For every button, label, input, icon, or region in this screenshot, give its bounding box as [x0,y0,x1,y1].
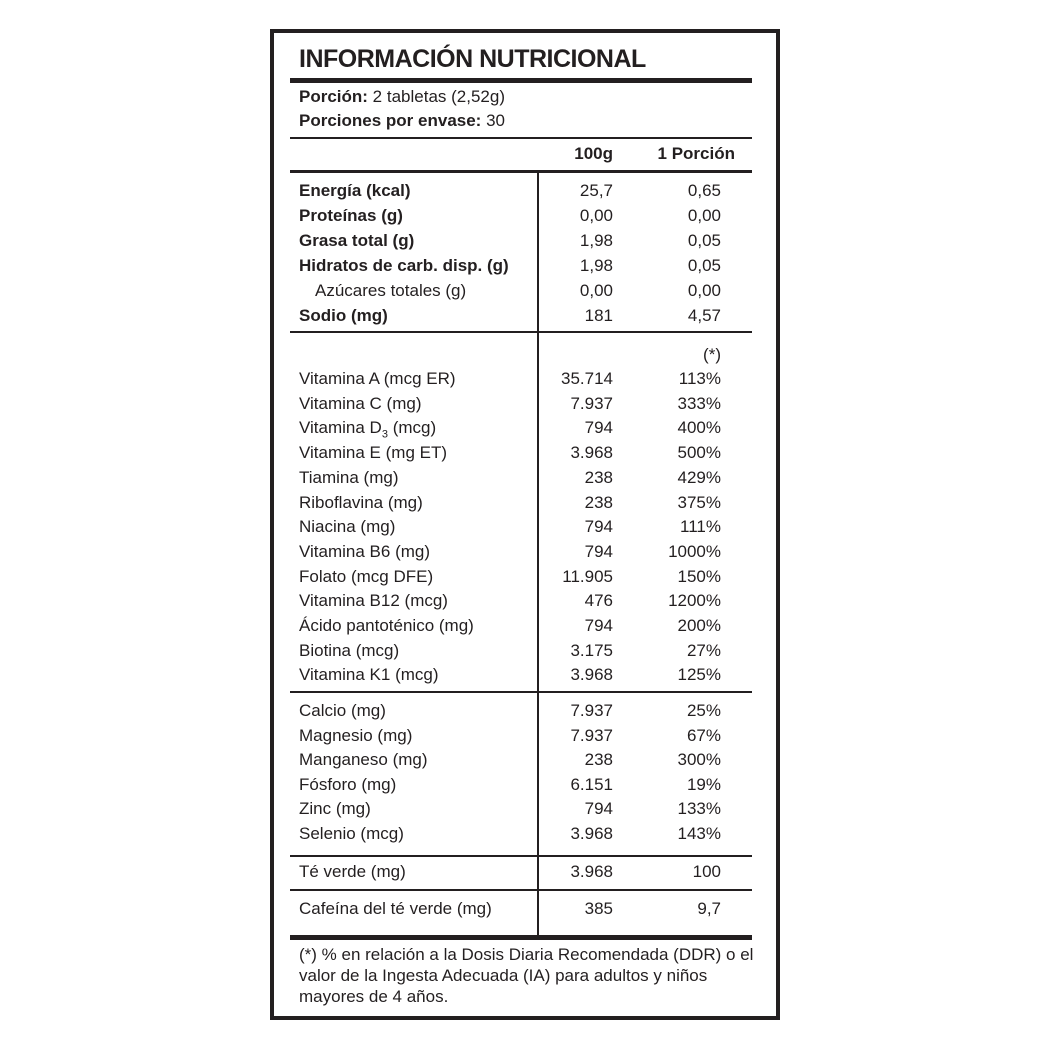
nutrient-per100: 0,00 [579,281,613,300]
caffeine-row [274,897,776,921]
minerals-rule [290,855,752,857]
nutrient-per100: 238 [584,467,613,487]
nutrient-row [274,797,776,821]
nutrient-row [274,466,776,490]
nutrient-label: Manganeso (mg) [299,750,428,769]
nutrient-label: Vitamina E (mg ET) [299,443,448,463]
nutrient-per-portion: 0,00 [687,281,721,300]
nutrient-per100: 181 [584,306,613,325]
nutrient-per-portion: 133% [677,799,721,818]
green-tea-rule [290,889,752,891]
serving-info [299,85,505,133]
green-tea-per-portion: 100 [692,862,721,881]
nutrient-row [274,367,776,391]
nutrient-per100: 6.151 [570,774,613,794]
nutrient-row [274,416,776,440]
nutrient-row [274,663,776,687]
nutrient-row [274,540,776,564]
bottom-rule [290,935,752,940]
nutrient-per100: 794 [584,541,613,561]
nutrient-per-portion: 429% [677,467,721,487]
nutrient-label: Vitamina C (mg) [299,393,422,413]
nutrient-label: Vitamina B12 (mcg) [299,591,448,611]
nutrient-per-portion: 300% [677,750,721,769]
nutrient-per100: 794 [584,418,613,438]
nutrient-label: Calcio (mg) [299,701,386,720]
nutrient-label: Biotina (mcg) [299,640,400,660]
nutrient-label: Selenio (mcg) [299,823,404,843]
nutrient-label: Grasa total (g) [299,231,415,250]
nutrient-row [274,565,776,589]
nutrient-per100: 7.937 [570,725,613,745]
caffeine-per100: 385 [584,899,613,918]
nutrient-row [274,748,776,772]
col-header-100g: 100g [574,144,613,163]
nutrient-label: Azúcares totales (g) [315,281,467,300]
caffeine-label: Cafeína del té verde (mg) [299,899,492,918]
nutrient-per-portion: 25% [686,701,721,720]
nutrient-per-portion: 333% [677,393,721,413]
servings-per-pack: Porciones por envase: 30 [299,111,505,130]
ddr-marker: (*) [703,345,721,364]
nutrient-label: Ácido pantoténico (mg) [299,616,474,635]
nutrient-row [274,515,776,539]
panel-title: INFORMACIÓN NUTRICIONAL [299,45,646,73]
nutrient-per100: 3.175 [570,640,613,660]
nutrition-facts-panel [270,29,780,1020]
nutrient-row [274,491,776,515]
nutrient-per100: 7.937 [570,393,613,413]
nutrient-per100: 7.937 [570,701,613,720]
nutrient-row [274,229,776,253]
nutrient-row [274,822,776,846]
nutrient-label: Sodio (mg) [299,306,388,325]
nutrient-row [274,254,776,278]
nutrient-per-portion: 375% [677,492,721,512]
nutrient-per-portion: 143% [677,823,721,843]
green-tea-per100: 3.968 [570,862,613,881]
nutrient-per100: 3.968 [570,665,613,685]
nutrient-label: Vitamina K1 (mcg) [299,665,439,685]
serving-size: Porción: 2 tabletas (2,52g) [299,87,505,106]
nutrient-per-portion: 200% [677,616,721,635]
nutrient-label: Energía (kcal) [299,181,411,200]
nutrient-row [274,204,776,228]
nutrient-label: Hidratos de carb. disp. (g) [299,256,509,275]
nutrient-label: Zinc (mg) [299,799,371,818]
col-header-portion: 1 Porción [657,144,735,163]
nutrient-label: Riboflavina (mg) [299,492,423,512]
nutrient-per100: 25,7 [579,181,613,200]
nutrient-per-portion: 150% [677,566,721,586]
nutrient-label: Proteínas (g) [299,206,403,225]
nutrient-per-portion: 0,05 [687,256,721,275]
nutrient-per-portion: 400% [677,418,721,438]
nutrient-per100: 794 [584,799,613,818]
nutrient-per-portion: 19% [686,774,721,794]
nutrient-per100: 1,98 [579,231,613,250]
nutrient-per-portion: 4,57 [687,306,721,325]
nutrient-row [274,304,776,328]
footnote: (*) % en relación a la Dosis Diaria Recomendada (DDR) o el valor de la Ingesta Adecuada (IA) para adultos y niños mayores de 4 años. [299,945,754,1006]
nutrient-row [274,614,776,638]
nutrient-per-portion: 1200% [668,591,721,611]
vitamins-rule [290,691,752,693]
nutrient-per100: 476 [584,591,613,611]
green-tea-label: Té verde (mg) [299,862,406,881]
nutrient-row [274,589,776,613]
nutrient-label: Magnesio (mg) [299,725,413,745]
nutrient-per100: 35.714 [561,369,613,388]
nutrient-per100: 11.905 [562,566,613,586]
nutrient-label: Niacina (mg) [299,517,396,537]
nutrient-row [274,773,776,797]
nutrient-label: Vitamina A (mcg ER) [299,369,456,388]
nutrient-per100: 3.968 [570,443,613,463]
nutrient-per100: 3.968 [570,823,613,843]
nutrient-per-portion: 0,65 [687,181,721,200]
nutrient-per-portion: 113% [678,369,721,388]
caffeine-per-portion: 9,7 [697,899,721,918]
nutrient-label: Vitamina B6 (mg) [299,541,431,561]
macros-rule [290,331,752,333]
nutrient-per100: 1,98 [579,256,613,275]
nutrient-per100: 794 [584,517,613,537]
nutrient-label: Vitamina $D_3$ (mcg) [299,418,437,441]
nutrient-row [274,279,776,303]
nutrient-row [274,699,776,723]
nutrient-per-portion: 0,05 [687,231,721,250]
serving-rule [290,137,752,139]
nutrient-row [274,179,776,203]
header-rule [290,170,752,173]
nutrient-row [274,639,776,663]
title-rule [290,78,752,83]
nutrient-per100: 238 [584,492,613,512]
nutrient-per100: 238 [584,750,613,769]
nutrient-label: Tiamina (mg) [299,467,399,487]
nutrient-per-portion: 125% [677,665,721,685]
nutrient-per100: 0,00 [579,206,613,225]
nutrient-per-portion: 1000% [668,541,721,561]
nutrient-row [274,392,776,416]
nutrient-label: Fósforo (mg) [299,774,397,794]
nutrient-per100: 794 [584,616,613,635]
nutrient-per-portion: 111% [680,517,721,537]
nutrient-label: Folato (mcg DFE) [299,566,434,586]
nutrient-row [274,441,776,465]
nutrient-per-portion: 67% [686,725,721,745]
nutrient-per-portion: 500% [677,443,721,463]
green-tea-row [274,860,776,884]
nutrient-per-portion: 27% [686,640,721,660]
nutrient-row [274,724,776,748]
nutrient-per-portion: 0,00 [687,206,721,225]
